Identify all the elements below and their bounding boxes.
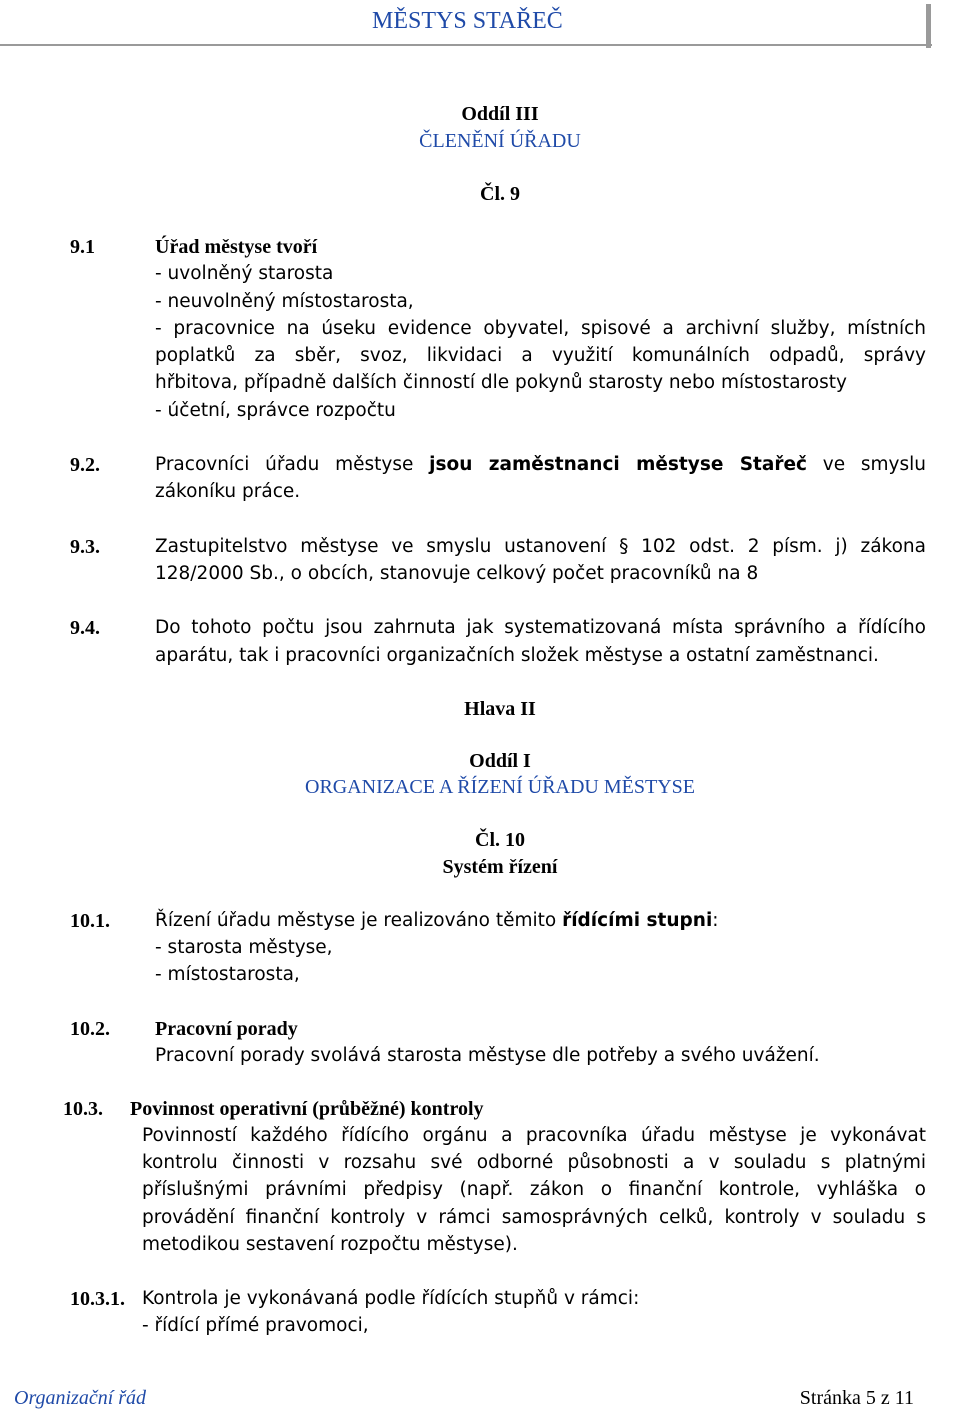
list-item: - místostarosta, (155, 964, 300, 985)
paragraph-number: 9.3. (70, 536, 100, 558)
paragraph-number: 9.4. (70, 617, 100, 639)
paragraph-number: 9.2. (70, 454, 100, 476)
list-item: - starosta městyse, (155, 937, 333, 958)
section-title: Oddíl I (469, 750, 531, 772)
body-line: metodikou sestavení rozpočtu městyse). (142, 1234, 518, 1255)
paragraph-heading: Úřad městyse tvoří (155, 236, 318, 258)
body-line (155, 536, 926, 557)
text-run: Řízení úřadu městyse je realizováno těmito (155, 910, 563, 931)
section-title: Oddíl III (461, 103, 539, 125)
paragraph-heading: Povinnost operativní (průběžné) kontroly (130, 1098, 484, 1120)
list-item: - pracovnice na úseku evidence obyvatel, spisové a archivní služby, místních (155, 318, 926, 339)
text-run: 102 odst. 2 písm. j) zákona (641, 536, 926, 557)
paragraph-number: 10.3. (63, 1098, 103, 1120)
paragraph-heading: Pracovní porady (155, 1018, 298, 1040)
body-line: Kontrola je vykonávaná podle řídících stupňů v rámci: (142, 1288, 640, 1309)
footer-page-number: Stránka 5 z 11 (799, 1387, 914, 1409)
body-line: provádění finanční kontroly v rámci samosprávných celků, kontroly v souladu s (142, 1207, 926, 1228)
body-line: poplatků za sběr, svoz, likvidaci a využití komunálních odpadů, správy (155, 345, 926, 366)
section-sign: § (619, 536, 629, 557)
text-run: Pracovníci úřadu městyse (155, 454, 430, 475)
body-line: příslušnými právními předpisy (např. zákon o finanční kontrole, vyhláška o (142, 1179, 926, 1200)
list-item: - účetní, správce rozpočtu (155, 400, 396, 421)
footer-document-title: Organizační řád (14, 1387, 147, 1409)
list-item: - uvolněný starosta (155, 263, 334, 284)
body-line (155, 454, 926, 475)
text-run: Zastupitelstvo městyse ve smyslu ustanovení (155, 536, 607, 557)
list-item: - řídící přímé pravomoci, (142, 1315, 369, 1336)
article-title: Systém řízení (442, 856, 558, 878)
body-line: Povinností každého řídícího orgánu a pracovníka úřadu městyse je vykonávat (142, 1125, 926, 1146)
body-line: Do tohoto počtu jsou zahrnuta jak systematizovaná místa správního a řídícího (155, 617, 926, 638)
article-heading: Čl. 10 (475, 829, 525, 851)
body-line (155, 910, 719, 931)
paragraph-number: 9.1 (70, 236, 95, 258)
header-rule (0, 44, 932, 46)
body-line: kontrolu činnosti v rozsahu své odborné působnosti a v souladu s platnými (142, 1152, 926, 1173)
paragraph-number: 10.1. (70, 910, 110, 932)
header-title: MĚSTYS STAŘEČ (372, 8, 563, 34)
section-subtitle: ORGANIZACE A ŘÍZENÍ ÚŘADU MĚSTYSE (305, 776, 695, 798)
body-line: 128/2000 Sb., o obcích, stanovuje celkový počet pracovníků na 8 (155, 563, 759, 584)
body-line: aparátu, tak i pracovníci organizačních složek městyse a ostatní zaměstnanci. (155, 645, 879, 666)
text-run: ve smyslu (807, 454, 927, 475)
body-line: Pracovní porady svolává starosta městyse dle potřeby a svého uvážení. (155, 1045, 820, 1066)
header-corner-rule (926, 4, 931, 48)
chapter-title: Hlava II (464, 698, 536, 720)
article-heading: Čl. 9 (480, 183, 520, 205)
section-subtitle: ČLENĚNÍ ÚŘADU (419, 130, 581, 152)
body-line: zákoníku práce. (155, 481, 301, 502)
emphasis-text: řídícími stupni (562, 910, 713, 931)
emphasis-text: jsou zaměstnanci městyse Stařeč (429, 454, 808, 475)
body-line: hřbitova, případně dalších činností dle pokynů starosty nebo místostarosty (155, 372, 847, 393)
paragraph-number: 10.2. (70, 1018, 110, 1040)
list-item: - neuvolněný místostarosta, (155, 291, 414, 312)
paragraph-number: 10.3.1. (70, 1288, 125, 1310)
text-run: : (712, 910, 719, 931)
